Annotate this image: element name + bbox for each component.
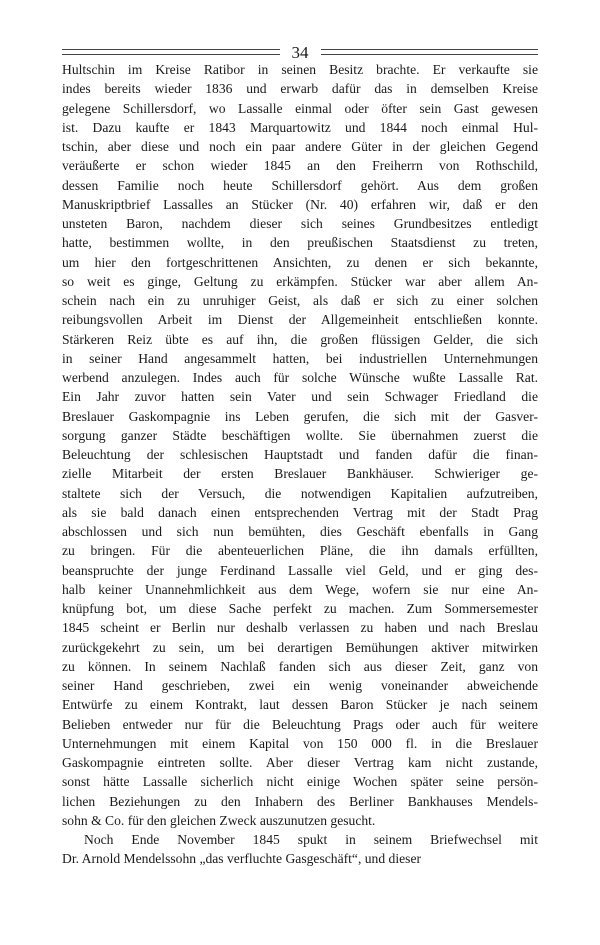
text-line: Noch Ende November 1845 spukt in seinem Briefwechsel mit — [84, 832, 538, 847]
text-line: seiner Hand geschrieben, zwei ein wenig voneinander abweichende — [62, 678, 538, 693]
text-line: indes bereits wieder 1836 und erwarb dafür das in demselben Kreise — [62, 81, 538, 97]
text-line: in seiner Hand angesammelt hatten, bei industriellen Unternehmungen — [62, 350, 538, 366]
text-line: Breslauer Gaskompagnie ins Leben gerufen, die sich mit der Gasver- — [62, 408, 538, 424]
text-line: Hultschin im Kreise Ratibor in seinen Besitz brachte. Er verkaufte sie — [62, 62, 538, 77]
text-line: unsteten Baron, nachdem dieser sich seines Grundbesitzes entledigt — [62, 216, 538, 231]
text-line: Stärkeren Reiz übte es auf ihn, die großen flüssigen Gelder, die sich — [62, 331, 538, 347]
text-line: dessen Familie noch heute Schillersdorf gehört. Aus dem großen — [62, 177, 538, 193]
body-text — [62, 60, 538, 869]
text-line: gelegene Schillersdorf, wo Lassalle einmal oder öfter sein Gast gewesen — [62, 100, 538, 116]
text-line: zu bringen. Für die abenteuerlichen Pläne, die ihn damals erfüllten, — [62, 543, 538, 559]
text-line: sorgung ganzer Städte beschäftigen wollte. Sie übernahmen zuerst die — [62, 427, 538, 443]
text-line: 1845 scheint er Berlin nur deshalb verlassen zu haben und nach Breslau — [62, 620, 538, 636]
text-line: als sie bald danach einen entsprechenden Vertrag mit der Stadt Prag — [62, 504, 538, 520]
text-line: sonst hätte Lassalle sicherlich nicht einige Wochen später seine persön- — [62, 774, 538, 790]
text-line: Manuskriptbrief Lassalles an Stücker (Nr. 40) erfahren wir, daß er den — [62, 196, 538, 212]
text-line: Belieben entweder nur für die Beleuchtung Prags oder auch für weitere — [62, 716, 538, 732]
text-line: hatte, bestimmen wollte, in den preußischen Staatsdienst zu treten, — [62, 235, 538, 251]
text-line: Gaskompagnie eintreten sollte. Aber dieser Vertrag kam nicht zustande, — [62, 755, 538, 770]
text-line: Unternehmungen mit einem Kapital von 150 000 fl. in die Breslauer — [62, 735, 538, 751]
text-line: ist. Dazu kaufte er 1843 Marquartowitz und 1844 noch einmal Hul- — [62, 119, 538, 135]
text-line: um hier den fortgeschrittenen Ansichten, zu denen er sich bekannte, — [62, 254, 538, 270]
text-line: beanspruchte der junge Ferdinand Lassalle viel Geld, und er ging des- — [62, 562, 538, 578]
text-line: abschlossen und sich nun bemühten, dies Geschäft ebenfalls in Gang — [62, 524, 538, 539]
header-rule-right — [321, 49, 539, 55]
text-line: werbend anzulegen. Indes auch für solche Wünsche wußte Lassalle Rat. — [62, 370, 538, 385]
header-rule-left — [62, 49, 280, 55]
text-line: zielle Mitarbeit der ersten Breslauer Bankhäuser. Schwieriger ge- — [62, 466, 538, 482]
text-line: veräußerte er schon wieder 1845 an den Freiherrn von Rothschild, — [62, 158, 538, 174]
text-line: staltete sich der Versuch, die notwendigen Kapitalien aufzutreiben, — [62, 485, 538, 501]
page-number: 34 — [291, 42, 309, 62]
text-line: Entwürfe zu einem Kontrakt, laut dessen Baron Stücker je nach seinem — [62, 697, 538, 713]
text-line: tschin, aber diese und noch ein paar andere Güter in der gleichen Gegend — [62, 139, 538, 154]
text-line: Beleuchtung der schlesischen Hauptstadt und fanden dafür die finan- — [62, 447, 538, 462]
text-line: sohn & Co. für den gleichen Zweck auszunutzen gesucht. — [62, 812, 376, 828]
text-line: lichen Beziehungen zu den Inhabern des Berliner Bankhauses Mendels- — [62, 793, 538, 809]
text-line: Dr. Arnold Mendelssohn „das verfluchte Gasgeschäft“, und dieser — [62, 851, 421, 867]
text-line: zurückgekehrt zu sein, um bei derartigen Bemühungen aktiver mitwirken — [62, 639, 538, 655]
text-line: zu können. In seinem Nachlaß fanden sich aus dieser Zeit, ganz von — [62, 658, 538, 674]
text-line: schein nach ein zu unruhiger Geist, als daß er sich zu einer solchen — [62, 293, 538, 308]
text-line: halb keiner Unannehmlichkeit aus dem Wege, wofern sie nur eine An- — [62, 581, 538, 597]
text-line: reibungsvollen Arbeit im Dienst der Allgemeinheit entschließen konnte. — [62, 312, 538, 328]
text-line: so weit es ginge, Geltung zu erkämpfen. Stücker war aber allem An- — [62, 273, 538, 289]
text-line: knüpfung bot, um diese Sache perfekt zu machen. Zum Sommersemester — [62, 601, 538, 616]
text-line: Ein Jahr zuvor hatten sein Vater und sein Schwager Friedland die — [62, 389, 538, 405]
